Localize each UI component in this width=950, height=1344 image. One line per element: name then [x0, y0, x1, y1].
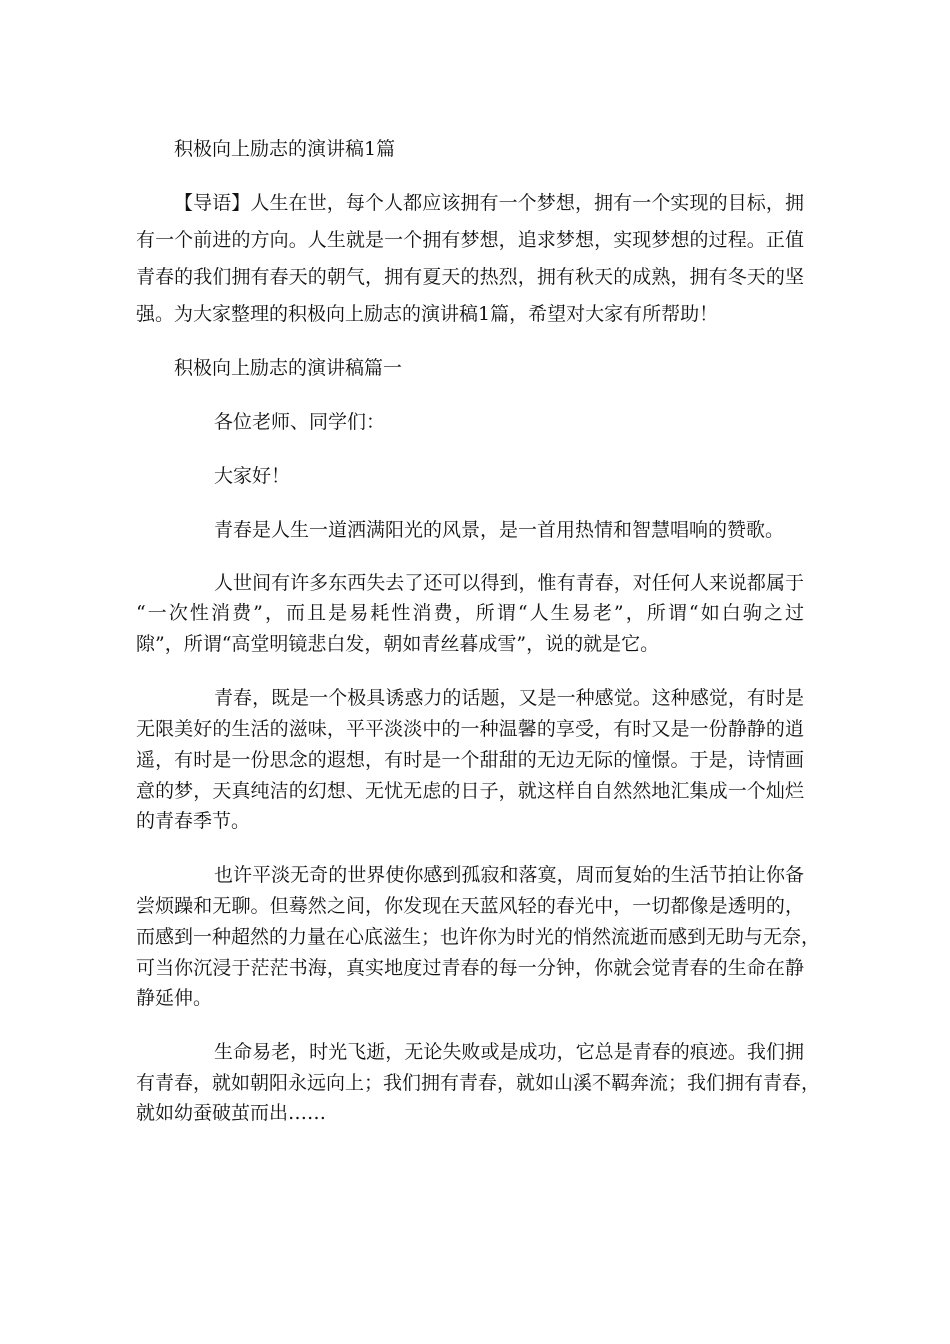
document-title: 积极向上励志的演讲稿1篇: [174, 138, 396, 160]
hello: 大家好！: [214, 465, 291, 487]
paragraph-1: 青春是人生一道洒满阳光的风景，是一首用热情和智慧唱响的赞歌。: [214, 519, 785, 541]
greeting: 各位老师、同学们：: [214, 411, 386, 433]
intro-line: 青春的我们拥有春天的朝气，拥有夏天的热烈，拥有秋天的成熟，拥有冬天的坚: [136, 266, 804, 288]
paragraph-line: 生命易老，时光飞逝，无论失败或是成功，它总是青春的痕迹。我们拥: [214, 1041, 804, 1063]
intro-line: 有一个前进的方向。人生就是一个拥有梦想，追求梦想，实现梦想的过程。正值: [136, 229, 804, 251]
intro-line: 强。为大家整理的积极向上励志的演讲稿1篇，希望对大家有所帮助！: [136, 303, 719, 325]
paragraph-line: 也许平淡无奇的世界使你感到孤寂和落寞，周而复始的生活节拍让你备: [214, 864, 804, 886]
paragraph-line: 无限美好的生活的滋味，平平淡淡中的一种温馨的享受，有时又是一份静静的逍: [136, 718, 804, 740]
intro-line: 【导语】人生在世，每个人都应该拥有一个梦想，拥有一个实现的目标，拥: [174, 192, 804, 214]
paragraph-line: 静延伸。: [136, 987, 213, 1009]
paragraph-line: 的青春季节。: [136, 810, 251, 832]
paragraph-line: 可当你沉浸于茫茫书海，真实地度过青春的每一分钟，你就会觉青春的生命在静: [136, 957, 804, 979]
paragraph-line: 隙”，所谓“高堂明镜悲白发，朝如青丝暮成雪”，说的就是它。: [136, 633, 660, 655]
paragraph-line: “一次性消费”，而且是易耗性消费，所谓“人生易老”，所谓“如白驹之过: [136, 602, 804, 624]
section-title: 积极向上励志的演讲稿篇一: [174, 357, 403, 379]
paragraph-line: 青春，既是一个极具诱惑力的话题，又是一种感觉。这种感觉，有时是: [214, 687, 804, 709]
paragraph-line: 人世间有许多东西失去了还可以得到，惟有青春，对任何人来说都属于: [214, 572, 804, 594]
paragraph-line: 就如幼蚕破茧而出……: [136, 1102, 327, 1124]
paragraph-line: 遥，有时是一份思念的遐想，有时是一个甜甜的无边无际的憧憬。于是，诗情画: [136, 749, 804, 771]
paragraph-line: 尝烦躁和无聊。但蓦然之间，你发现在天蓝风轻的春光中，一切都像是透明的，: [136, 895, 804, 917]
paragraph-line: 而感到一种超然的力量在心底滋生；也许你为时光的悄然流逝而感到无助与无奈，: [136, 926, 821, 948]
paragraph-line: 意的梦，天真纯洁的幻想、无忧无虑的日子，就这样自自然然地汇集成一个灿烂: [136, 780, 804, 802]
paragraph-line: 有青春，就如朝阳永远向上；我们拥有青春，就如山溪不羁奔流；我们拥有青春，: [136, 1072, 821, 1094]
